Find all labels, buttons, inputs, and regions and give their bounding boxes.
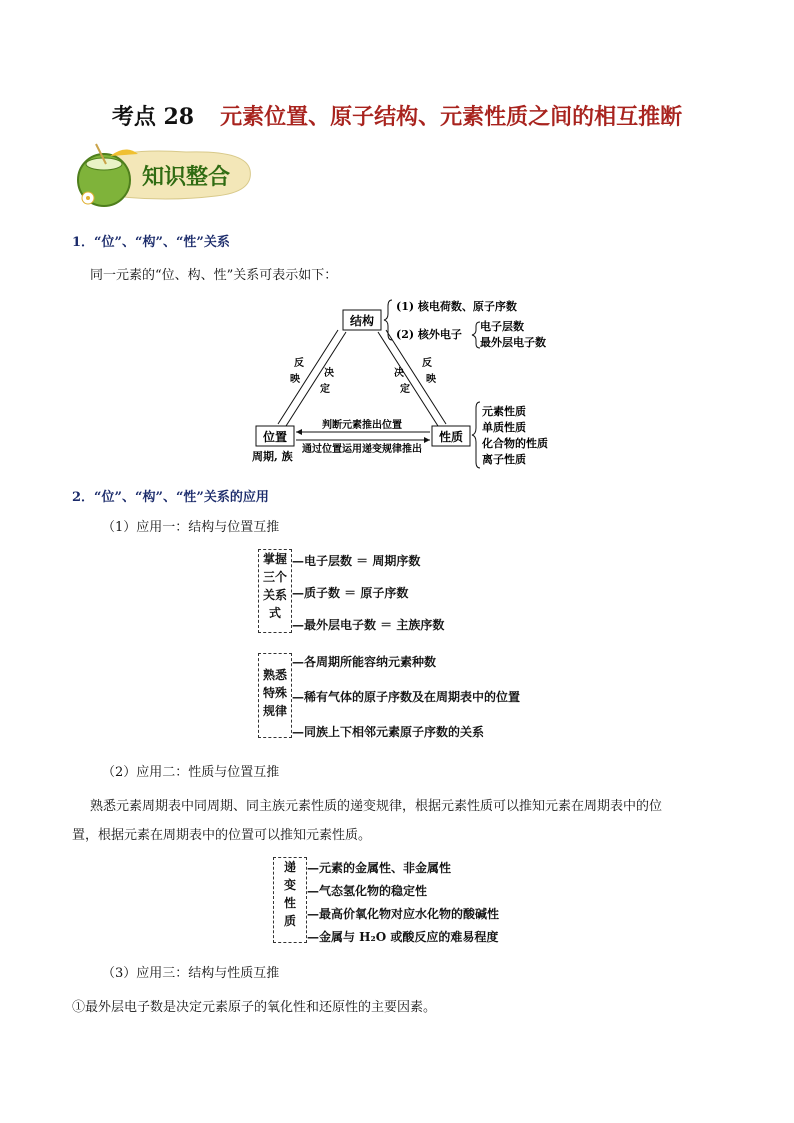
box1-item-3: —最外层电子数 ＝ 主族序数 — [292, 618, 445, 632]
struct-item-1: (1) 核电荷数、原子序数 — [396, 300, 517, 313]
arrow-top-label: 判断元素推出位置 — [322, 420, 402, 431]
title-main: 元素位置、原子结构、元素性质之间的相互推断 — [220, 104, 683, 130]
node-property: 性质 — [438, 430, 464, 444]
app1-box2 — [258, 653, 292, 738]
app2-box-label-4: 质 — [283, 914, 296, 928]
box1-label-3: 关系 — [262, 588, 287, 602]
app2-box-label-3: 性 — [283, 896, 296, 910]
banner-label: 知识整合 — [142, 164, 231, 190]
section1-intro: 同一元素的“位、构、性”关系可表示如下： — [90, 268, 338, 283]
knowledge-banner — [66, 140, 256, 210]
left-inner-1: 决 — [324, 368, 334, 379]
app2-label: （2）应用二：性质与位置互推 — [102, 765, 280, 780]
page-title — [0, 100, 794, 131]
prop-item-4: 离子性质 — [482, 453, 526, 466]
node-position: 位置 — [262, 430, 288, 444]
box1-label-1: 掌握 — [262, 552, 287, 566]
right-outer-2: 映 — [426, 374, 436, 385]
app2-item-2: —气态氢化物的稳定性 — [307, 884, 428, 898]
left-outer-2: 映 — [290, 374, 300, 385]
right-inner-2: 定 — [400, 384, 410, 395]
app2-para-line2: 置，根据元素在周期表中的位置可以推知元素性质。 — [72, 828, 372, 843]
coconut-banner-icon — [66, 140, 256, 210]
box2-label-1: 熟悉 — [262, 668, 287, 682]
box2-item-3: —同族上下相邻元素原子序数的关系 — [292, 725, 485, 739]
node-structure: 结构 — [349, 314, 375, 328]
box2-label-3: 规律 — [262, 704, 287, 718]
app2-item-4: —金属与 H₂O 或酸反应的难易程度 — [307, 930, 499, 944]
app2-box — [273, 857, 307, 943]
app2-item-3: —最高价氧化物对应水化物的酸碱性 — [307, 907, 500, 921]
relation-diagram — [250, 292, 570, 472]
electron-item-2: 最外层电子数 — [480, 336, 546, 349]
electron-item-1: 电子层数 — [480, 320, 524, 333]
struct-item-2: (2) 核外电子 — [396, 328, 462, 341]
property-brace — [472, 402, 480, 468]
app2-para-line1: 熟悉元素周期表中同周期、同主族元素性质的递变规律，根据元素性质可以推知元素在周期表中的位 — [90, 799, 663, 814]
right-outer-1: 反 — [422, 358, 432, 369]
section1-heading: 1．“位”、“构”、“性”关系 — [72, 235, 230, 250]
position-sub: 周期, 族 — [252, 450, 293, 463]
box2-label-2: 特殊 — [262, 686, 287, 700]
prop-item-1: 元素性质 — [482, 405, 526, 418]
app1-box1 — [258, 549, 292, 633]
box1-label-2: 三个 — [262, 570, 287, 584]
app1-label: （1）应用一：结构与位置互推 — [102, 520, 280, 535]
app2-box-label-1: 递 — [283, 860, 296, 874]
app3-label: （3）应用三：结构与性质互推 — [102, 966, 280, 981]
left-outer-1: 反 — [294, 358, 304, 369]
app3-item-1: ①最外层电子数是决定元素原子的氧化性和还原性的主要因素。 — [72, 1000, 437, 1015]
structure-brace — [384, 300, 392, 340]
prop-item-3: 化合物的性质 — [482, 437, 548, 450]
title-prefix: 考点 28 — [111, 104, 195, 130]
arrow-bottom-label: 通过位置运用递变规律推出 — [302, 444, 422, 455]
section2-heading: 2．“位”、“构”、“性”关系的应用 — [72, 490, 269, 505]
box2-item-2: —稀有气体的原子序数及在周期表中的位置 — [292, 690, 521, 704]
prop-item-2: 单质性质 — [482, 421, 526, 434]
app2-item-1: —元素的金属性、非金属性 — [307, 861, 452, 875]
box1-item-2: —质子数 ＝ 原子序数 — [292, 586, 409, 600]
box1-item-1: —电子层数 ＝ 周期序数 — [292, 554, 421, 568]
box2-item-1: —各周期所能容纳元素种数 — [292, 655, 437, 669]
electron-brace — [472, 322, 480, 348]
box1-label-4: 式 — [268, 606, 281, 620]
app2-box-label-2: 变 — [283, 878, 296, 892]
left-inner-2: 定 — [320, 384, 330, 395]
right-inner-1: 决 — [394, 368, 404, 379]
